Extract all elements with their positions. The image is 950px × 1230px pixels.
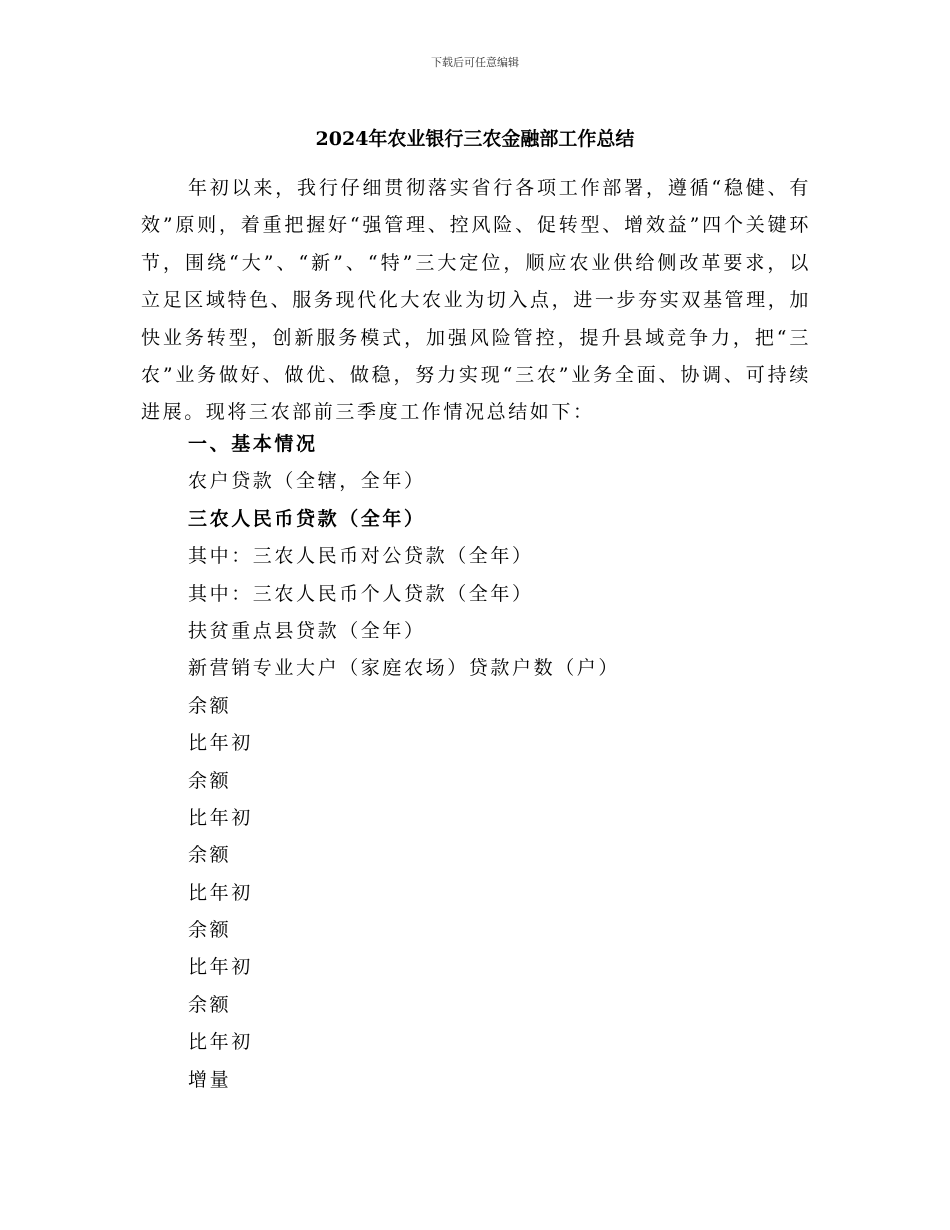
list-item: 其中：三农人民币对公贷款（全年） xyxy=(188,545,534,568)
list-item: 扶贫重点县贷款（全年） xyxy=(188,619,426,642)
list-item: 余额 xyxy=(188,769,232,792)
list-item: 农户贷款（全辖，全年） xyxy=(188,470,426,493)
list-item: 增量 xyxy=(188,1068,232,1091)
document-title: 2024年农业银行三农金融部工作总结 xyxy=(315,128,635,150)
list-item: 余额 xyxy=(188,919,232,942)
intro-paragraph: 年初以来，我行仔细贯彻落实省行各项工作部署，遵循“稳健、有效”原则，着重把握好“强管理、控风险、促转型、增效益”四个关键环节，围绕“大”、“新”、“特”三大定位，顺应农业供给侧改革要求，以立足区域特色、服务现代化大农业为切入点，进一步夯实双基管理，加快业务转型，创新服务模式，加强风险管控，提升县域竞争力，把“三农”业务做好、做优、做稳，努力实现“三农”业务全面、协调、可持续进展。现将三农部前三季度工作情况总结如下： xyxy=(141,177,811,424)
section-heading: 一、基本情况 xyxy=(188,433,318,455)
list-item: 新营销专业大户（家庭农场）贷款户数（户） xyxy=(188,657,621,680)
list-item: 比年初 xyxy=(188,732,253,755)
list-item: 比年初 xyxy=(188,956,253,979)
list-item: 比年初 xyxy=(188,1031,253,1054)
basic-info-section xyxy=(188,426,808,1099)
list-item: 余额 xyxy=(188,844,232,867)
list-item: 三农人民币贷款（全年） xyxy=(188,507,426,530)
list-item: 余额 xyxy=(188,993,232,1016)
list-item: 其中：三农人民币个人贷款（全年） xyxy=(188,582,534,605)
list-item: 比年初 xyxy=(188,881,253,904)
header-note: 下载后可任意编辑 xyxy=(431,56,519,69)
list-item: 比年初 xyxy=(188,806,253,829)
list-item: 余额 xyxy=(188,694,232,717)
